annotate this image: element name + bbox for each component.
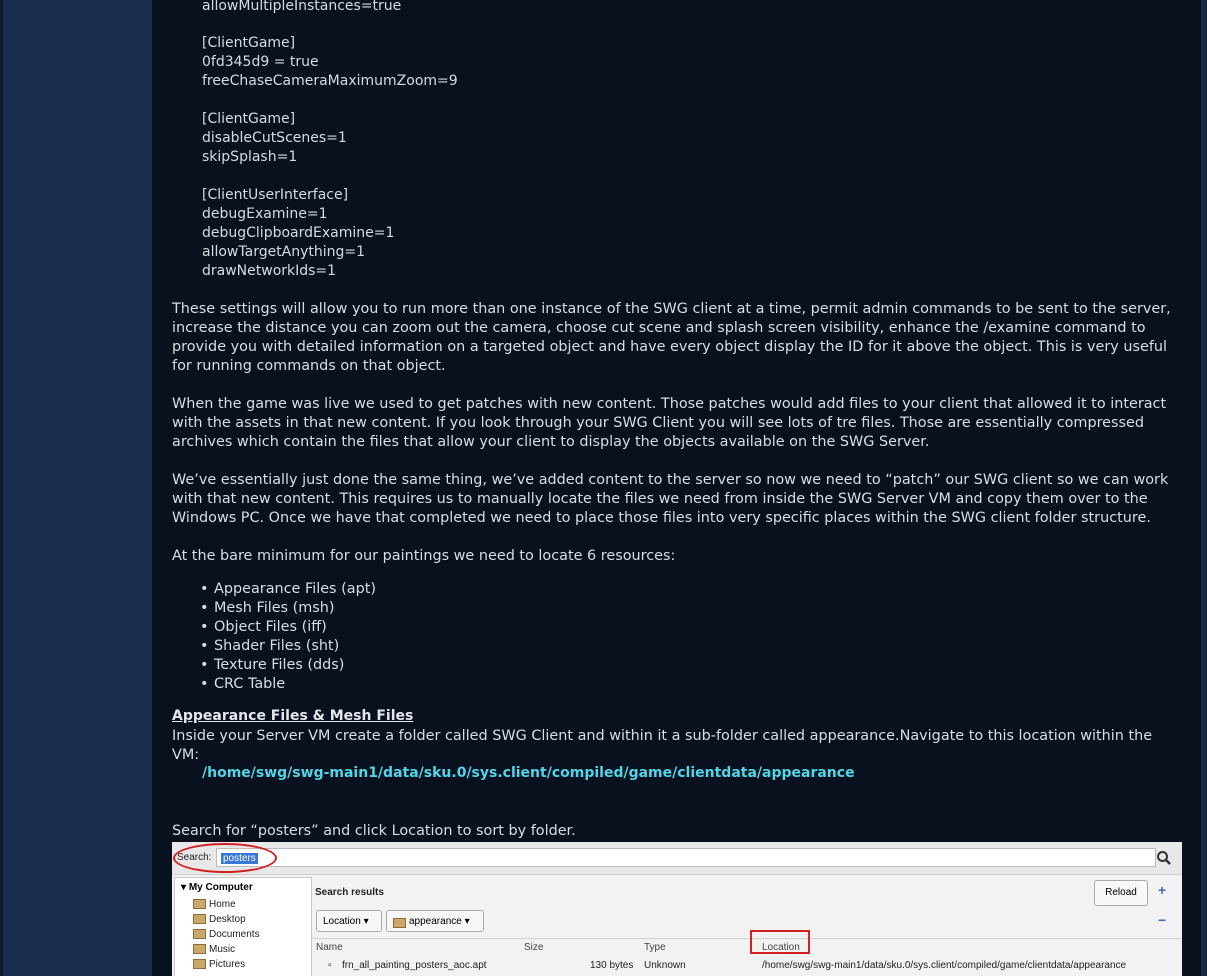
folder-dropdown: appearance ▾ <box>386 910 484 932</box>
column-header-type: Type <box>644 942 666 953</box>
tree-root: ▾ My Computer <box>181 882 253 893</box>
tree-item-pictures: Pictures <box>193 959 245 970</box>
tree-item-home: Home <box>193 899 236 910</box>
article-body <box>152 0 1201 976</box>
file-icon: ▫ <box>328 960 332 971</box>
list-item: • Appearance Files (apt) <box>200 580 376 599</box>
config-line: disableCutScenes=1 <box>202 130 347 146</box>
plus-icon: + <box>1158 882 1167 898</box>
config-line: debugClipboardExamine=1 <box>202 225 395 241</box>
list-item: • Mesh Files (msh) <box>200 599 376 618</box>
search-instruction: Search for “posters” and click Location to sort by folder. <box>172 823 576 839</box>
config-line: allowTargetAnything=1 <box>202 244 366 260</box>
header-divider <box>312 938 1182 939</box>
row-location: /home/swg/swg-main1/data/sku.0/sys.client/compiled/game/clientdata/appearance <box>762 960 1127 971</box>
results-title: Search results <box>315 887 384 898</box>
list-item: • CRC Table <box>200 675 376 694</box>
reload-button: Reload <box>1094 880 1148 906</box>
paragraph-patches: When the game was live we used to get patches with new content. Those patches would add files to your client that allowed it to interact with the assets in that new content. If you look through your SWG Client you will see lots of tre files. Those are essentially compressed archives which contain the files that allow your client to display the objects available on the SWG Server. <box>172 396 1167 450</box>
config-line: 0fd345d9 = true <box>202 54 319 70</box>
search-icon <box>1156 850 1174 866</box>
column-header-location: Location <box>762 942 800 953</box>
config-line: skipSplash=1 <box>202 149 298 165</box>
section-intro: Inside your Server VM create a folder called SWG Client and within it a sub-folder called appearance.Navigate to this location within the VM: <box>172 728 1153 763</box>
left-sidebar <box>0 0 152 976</box>
list-item: • Texture Files (dds) <box>200 656 376 675</box>
paragraph-resources-intro: At the bare minimum for our paintings we need to locate 6 resources: <box>172 548 676 564</box>
resource-list <box>200 580 376 694</box>
minus-icon: − <box>1158 912 1167 928</box>
config-line: allowMultipleInstances=true <box>202 0 402 14</box>
location-dropdown: Location ▾ <box>316 910 382 932</box>
tree-item-music: Music <box>193 944 235 955</box>
config-line: [ClientGame] <box>202 35 296 51</box>
list-item: • Shader Files (sht) <box>200 637 376 656</box>
config-line: [ClientUserInterface] <box>202 187 349 203</box>
list-item: • Object Files (iff) <box>200 618 376 637</box>
config-line: [ClientGame] <box>202 111 296 127</box>
places-tree <box>174 877 312 976</box>
vm-path: /home/swg/swg-main1/data/sku.0/sys.client/compiled/game/clientdata/appearance <box>202 765 855 781</box>
config-line: freeChaseCameraMaximumZoom=9 <box>202 73 458 89</box>
folder-icon <box>193 959 206 969</box>
row-size: 130 bytes <box>590 960 634 971</box>
paragraph-settings: These settings will allow you to run more than one instance of the SWG client at a time, permit admin commands to be sent to the server, increase the distance you can zoom out the camera, choose cut scene and splash screen visibility, enhance the /examine command to provide you with detailed information on a targeted object and have every object display the ID for it above the object. This is very useful for running commands on that object. <box>172 301 1171 374</box>
file-manager-screenshot <box>172 842 1182 976</box>
folder-icon <box>193 914 206 924</box>
config-line: drawNetworkIds=1 <box>202 263 337 279</box>
column-header-size: Size <box>524 942 544 953</box>
row-name: frn_all_painting_posters_aoc.apt <box>342 960 487 971</box>
config-line: debugExamine=1 <box>202 206 328 222</box>
tree-item-desktop: Desktop <box>193 914 246 925</box>
search-value: posters <box>223 853 256 864</box>
folder-icon <box>393 918 406 928</box>
search-label: Search: <box>177 852 212 863</box>
section-heading: Appearance Files & Mesh Files <box>172 708 414 724</box>
paragraph-patch-client: We’ve essentially just done the same thing, we’ve added content to the server so now we need to “patch” our SWG client so we can work with that new content. This requires us to manually locate the files we need from inside the SWG Server VM and copy them over to the Windows PC. Once we have that completed we need to place those files into very specific places within the SWG client folder structure. <box>172 472 1169 526</box>
annotation-box <box>750 930 810 954</box>
folder-icon <box>193 899 206 909</box>
scrollbar-track[interactable] <box>1201 0 1207 976</box>
tree-item-documents: Documents <box>193 929 260 940</box>
annotation-circle <box>173 843 277 873</box>
column-header-name: Name <box>316 942 343 953</box>
search-input <box>216 848 1156 867</box>
folder-icon <box>193 929 206 939</box>
folder-icon <box>193 944 206 954</box>
row-type: Unknown <box>644 960 686 971</box>
